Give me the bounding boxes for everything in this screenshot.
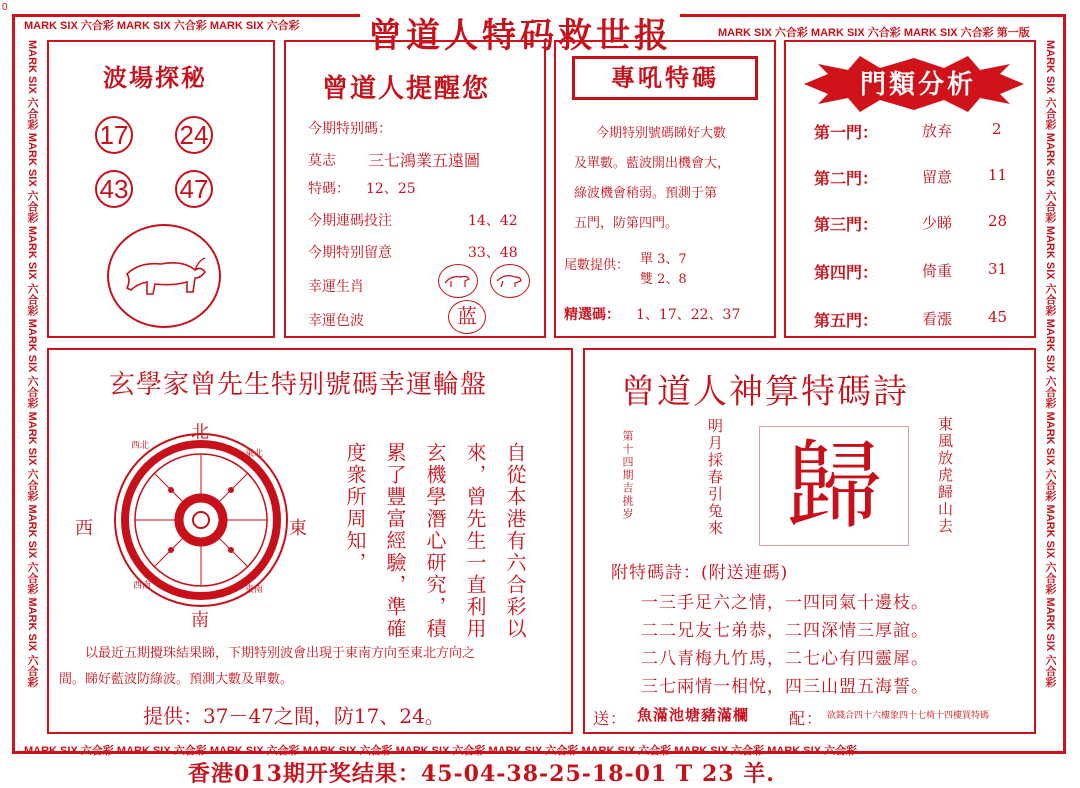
border-unit: MARK SIX 六合彩 [209, 20, 300, 32]
match-label: 配： [789, 709, 824, 728]
direction-northwest: 西北 [131, 441, 150, 451]
gate-label: 倚重 [922, 262, 953, 280]
wheel-text-column: 自從本港有六合彩以 [503, 442, 527, 640]
border-unit: MARK SIX 六合彩 [1044, 411, 1056, 502]
tail-double: 雙 2、8 [640, 272, 687, 287]
zodiac-animal-icon [491, 265, 527, 295]
corner-mark: 0 [2, 2, 8, 13]
reminder-label: 今期特别碼： [308, 121, 392, 137]
big-character: 歸 [786, 430, 882, 542]
wheel-text-column: 度衆所周知， [343, 442, 367, 574]
poem-line: 三七兩情一相悅，四三山盟五海誓。 [641, 677, 929, 697]
panel-wave-secret [47, 40, 275, 338]
gate-label: 少睇 [922, 214, 953, 232]
gate-name: 第二門： [814, 169, 879, 188]
gate-name: 第四門： [814, 263, 879, 282]
reminder-label: 莫志 [308, 153, 336, 169]
border-unit: MARK SIX 六合彩 [302, 745, 393, 757]
reminder-label: 今期連碼投注 [308, 213, 392, 229]
border-unit: MARK SIX 六合彩 [810, 27, 901, 39]
tail-label: 尾數提供： [564, 258, 630, 273]
ox-icon [109, 226, 215, 322]
wheel-paragraph: 間。睇好藍波防綠波。預測大數及單數。 [59, 672, 294, 687]
header-title: 曾道人特码救世报 [360, 8, 680, 57]
reminder-value: 14、42 [468, 213, 518, 229]
number-ball: 47 [175, 170, 213, 208]
border-unit: MARK SIX 六合彩 [24, 745, 114, 757]
border-bottom [24, 742, 857, 758]
border-unit: MARK SIX 六合彩 [767, 745, 858, 757]
panel4-title: 門類分析 [860, 70, 977, 100]
reminder-label: 幸運生肖 [308, 279, 364, 295]
direction-south: 南 [191, 610, 209, 631]
border-unit: MARK SIX 六合彩 [26, 411, 38, 502]
gate-name: 第一門： [814, 123, 879, 142]
panel3-title-box [572, 56, 758, 100]
poem-line: 二二兄友七弟恭，二四深情三厚誼。 [641, 621, 929, 641]
direction-west: 西 [75, 518, 93, 539]
analysis-line: 綠波機會稍弱。預測于第 [574, 186, 718, 201]
analysis-line: 及單數。藍波開出機會大， [574, 156, 731, 171]
gate-value: 31 [988, 260, 1008, 278]
number-ball: 17 [95, 116, 133, 154]
panel-gate-analysis [784, 40, 1036, 338]
gate-label: 留意 [922, 168, 953, 186]
border-unit: MARK SIX 六合彩 [26, 597, 38, 688]
poem-line: 二八青梅九竹馬，二七心有四靈犀。 [641, 649, 929, 669]
number-ball: 43 [95, 170, 133, 208]
poem-line: 一三手足六之情，一四同氣十邊枝。 [641, 593, 929, 613]
border-unit: MARK SIX 六合彩 [718, 27, 808, 39]
pick-label: 精選碼： [564, 307, 620, 323]
ox-image-circle [107, 224, 221, 328]
panel2-title: 曾道人提醒您 [322, 74, 491, 104]
big-char-box [759, 426, 909, 546]
gate-value: 28 [988, 212, 1008, 230]
direction-east: 東 [289, 518, 307, 539]
footer-result: 香港013期开奖结果：45-04-38-25-18-01 T 23 羊. [188, 761, 775, 787]
match-value: 欲錢合四十六樓象四十七椅十四樓買特碼 [827, 711, 990, 721]
wheel-text-column: 來，曾先生一直利用 [463, 442, 487, 640]
color-wave-circle: 蓝 [448, 300, 486, 334]
gate-label: 放弃 [922, 122, 953, 140]
reminder-value: 12、25 [366, 181, 416, 197]
direction-north: 北 [191, 422, 209, 443]
border-unit: MARK SIX 六合彩 [1044, 597, 1056, 688]
reminder-label: 特碼： [308, 181, 350, 197]
border-unit: MARK SIX 六合彩 [26, 132, 38, 223]
border-unit: MARK SIX 六合彩 [1044, 132, 1056, 223]
direction-southeast: 東南 [245, 585, 264, 595]
border-unit: MARK SIX 六合彩 [903, 27, 994, 39]
panel1-title: 波場探秘 [103, 63, 207, 92]
gate-value: 2 [992, 120, 1002, 138]
border-unit: MARK SIX 六合彩 [395, 745, 486, 757]
reminder-value: 33、48 [468, 245, 518, 261]
reminder-label: 幸運色波 [308, 313, 364, 329]
zodiac-circle [438, 264, 478, 298]
panel-lucky-wheel [47, 348, 573, 734]
direction-northeast: 東北 [245, 449, 264, 459]
edition-label: 第一版 [996, 27, 1030, 39]
border-unit: MARK SIX 六合彩 [209, 745, 300, 757]
border-unit: MARK SIX 六合彩 [1044, 504, 1056, 595]
border-unit: MARK SIX 六合彩 [674, 745, 765, 757]
border-unit: MARK SIX 六合彩 [26, 504, 38, 595]
panel3-title: 專吼特碼 [611, 63, 719, 92]
number-ball: 24 [175, 116, 213, 154]
issue-column: 第十四期吉挑岁 [621, 430, 634, 521]
analysis-line: 今期特别號碼睇好大數 [596, 126, 727, 141]
border-unit: MARK SIX 六合彩 [1044, 318, 1056, 409]
border-unit: MARK SIX 六合彩 [26, 318, 38, 409]
border-unit: MARK SIX 六合彩 [1044, 40, 1056, 130]
reminder-value: 三七鴻業五遠圖 [368, 151, 481, 170]
pick-value: 1、17、22、37 [636, 307, 741, 323]
wheel-text-column: 累了豐富經驗，準確 [383, 442, 407, 640]
analysis-line: 五門，防第四門。 [574, 216, 679, 231]
border-top-left [24, 17, 300, 33]
panel-reminder [284, 40, 546, 338]
wheel-paragraph: 以最近五期攪珠結果睇，下期特别波會出現于東南方向至東北方向之 [85, 646, 476, 661]
panel5-title: 玄學家曾先生特别號碼幸運輪盤 [109, 370, 488, 400]
border-unit: MARK SIX 六合彩 [116, 20, 207, 32]
border-unit: MARK SIX 六合彩 [116, 745, 207, 757]
panel-special-code [554, 40, 776, 338]
wheel-text-column: 玄機學潛心研究，積 [423, 442, 447, 640]
border-left [24, 40, 40, 730]
wheel-provide: 提供：37－47之間，防17、24。 [143, 704, 445, 728]
border-unit: MARK SIX 六合彩 [581, 745, 672, 757]
gate-label: 看漲 [922, 310, 953, 328]
border-unit: MARK SIX 六合彩 [488, 745, 579, 757]
reminder-label: 今期特别留意 [308, 245, 392, 261]
gate-name: 第五門： [814, 311, 879, 330]
zodiac-circle [490, 264, 530, 298]
poem-subtitle: 附特碼詩：(附送連碼) [611, 563, 789, 583]
border-top-right [718, 24, 1030, 40]
zodiac-animal-icon [439, 265, 475, 295]
border-unit: MARK SIX 六合彩 [26, 40, 38, 130]
gate-value: 11 [988, 166, 1008, 184]
panel6-title: 曾道人神算特碼詩 [621, 372, 909, 412]
gate-name: 第三門： [814, 215, 879, 234]
border-unit: MARK SIX 六合彩 [1044, 225, 1056, 316]
tail-single: 單 3、7 [640, 252, 687, 267]
border-unit: MARK SIX 六合彩 [26, 225, 38, 316]
direction-southwest: 西南 [133, 581, 152, 591]
border-right [1042, 40, 1058, 730]
border-unit: MARK SIX 六合彩 [24, 20, 114, 32]
send-value: 魚滿池塘豬滿欄 [637, 706, 750, 724]
poem-left-column: 明月採春引兔來 [706, 418, 724, 537]
panel-poem [583, 348, 1036, 734]
poem-right-column: 東風放虎歸山去 [936, 416, 954, 535]
send-label: 送： [593, 709, 628, 728]
gate-value: 45 [988, 308, 1008, 326]
